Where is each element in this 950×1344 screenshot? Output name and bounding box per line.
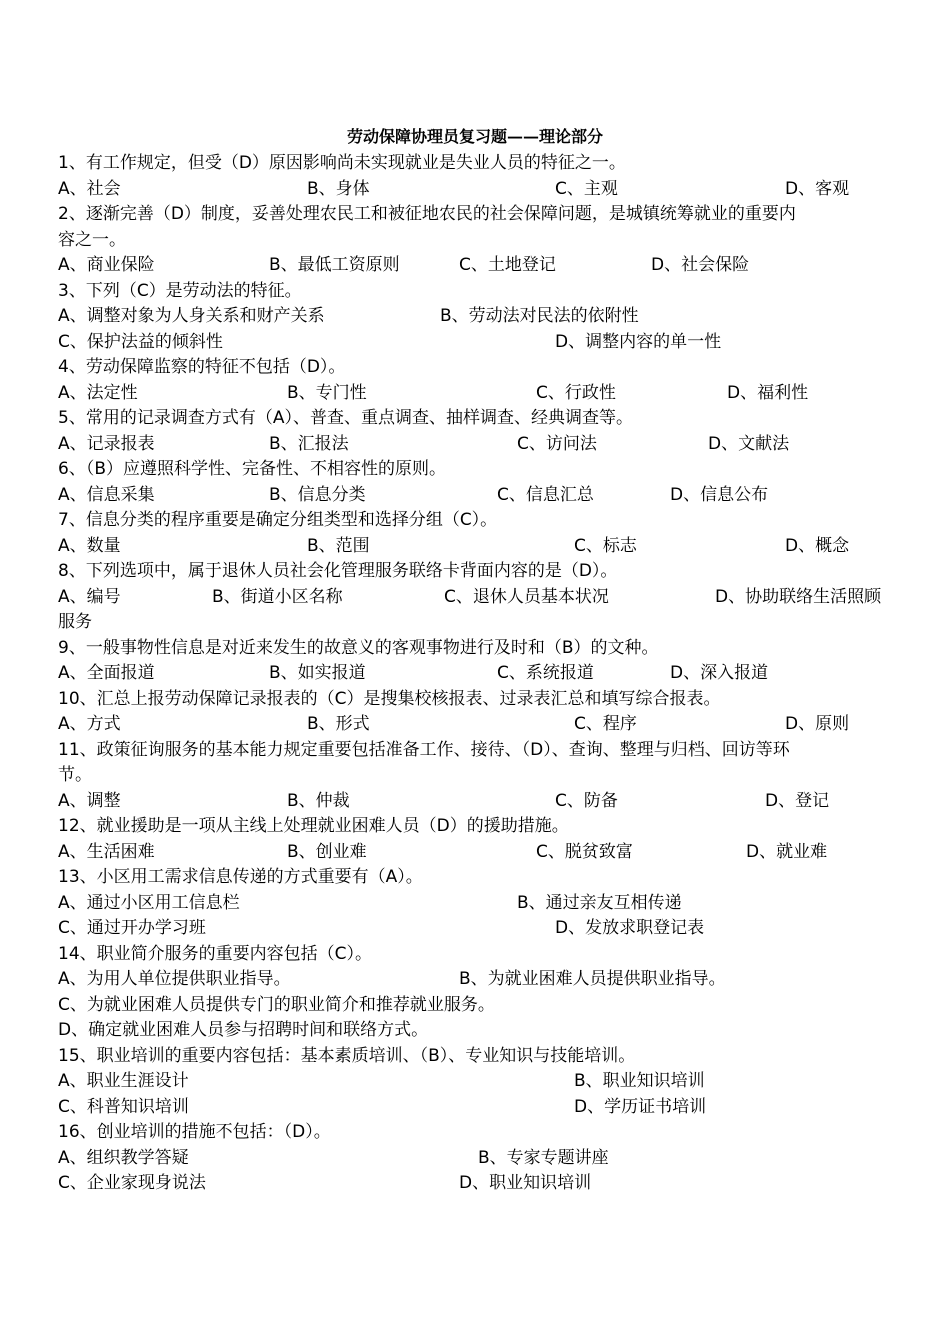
option-b: B、信息分类 (269, 485, 366, 505)
question-14-option-d: D、确定就业困难人员参与招聘时间和联络方式。 (58, 1020, 429, 1040)
option-a: A、数量 (58, 536, 121, 556)
option-c: C、退休人员基本状况 (444, 587, 609, 607)
option-d: D、福利性 (727, 383, 809, 403)
question-3: 3、下列（C）是劳动法的特征。 (58, 281, 302, 301)
option-b: B、身体 (307, 179, 370, 199)
option-b: B、汇报法 (269, 434, 349, 454)
question-10-options (58, 712, 908, 737)
option-b: B、最低工资原则 (269, 255, 400, 275)
option-c: C、土地登记 (459, 255, 556, 275)
question-11-options (58, 789, 908, 814)
option-c: C、通过开办学习班 (58, 918, 206, 938)
question-16-options-ab (58, 1146, 908, 1171)
option-d: D、客观 (785, 179, 850, 199)
question-13: 13、小区用工需求信息传递的方式重要有（A）。 (58, 867, 423, 887)
question-14-option-c: C、为就业困难人员提供专门的职业简介和推荐就业服务。 (58, 995, 495, 1015)
question-11: 11、政策征询服务的基本能力规定重要包括准备工作、接待、（D）、查询、整理与归档、回访等环 (58, 740, 790, 760)
question-6: 6、（B）应遵照科学性、完备性、不相容性的原则。 (58, 459, 446, 479)
option-b: B、通过亲友互相传递 (517, 893, 682, 913)
option-c: C、程序 (574, 714, 637, 734)
question-13-options-cd (58, 916, 908, 941)
option-d: D、文献法 (708, 434, 790, 454)
question-12: 12、就业援助是一项从主线上处理就业困难人员（D）的援助措施。 (58, 816, 569, 836)
question-7: 7、信息分类的程序重要是确定分组类型和选择分组（C）。 (58, 510, 498, 530)
question-8: 8、下列选项中，属于退休人员社会化管理服务联络卡背面内容的是（D）。 (58, 561, 618, 581)
question-8-options (58, 585, 908, 610)
option-b: B、仲裁 (287, 791, 350, 811)
question-10: 10、汇总上报劳动保障记录报表的（C）是搜集校核报表、过录表汇总和填写综合报表。 (58, 689, 721, 709)
option-c: C、脱贫致富 (536, 842, 633, 862)
option-c: C、系统报道 (497, 663, 594, 683)
question-13-options-ab (58, 891, 908, 916)
question-5-options (58, 432, 908, 457)
option-a: A、通过小区用工信息栏 (58, 893, 240, 913)
option-a: A、社会 (58, 179, 121, 199)
question-1-options (58, 177, 908, 202)
page-title: 劳动保障协理员复习题——理论部分 (346, 127, 603, 146)
question-4-options (58, 381, 908, 406)
question-9-options (58, 661, 908, 686)
option-d: D、信息公布 (670, 485, 769, 505)
option-a: A、记录报表 (58, 434, 155, 454)
option-a: A、职业生涯设计 (58, 1071, 189, 1091)
option-c: C、信息汇总 (497, 485, 594, 505)
question-8-cont: 服务 (58, 612, 92, 632)
option-a: A、全面报道 (58, 663, 155, 683)
option-d: D、发放求职登记表 (555, 918, 705, 938)
option-a: A、调整对象为人身关系和财产关系 (58, 306, 325, 326)
question-1: 1、有工作规定，但受（D）原因影响尚未实现就业是失业人员的特征之一。 (58, 153, 626, 173)
option-a: A、信息采集 (58, 485, 155, 505)
option-a: A、方式 (58, 714, 121, 734)
question-7-options (58, 534, 908, 559)
option-b: B、专家专题讲座 (478, 1148, 609, 1168)
option-d: D、登记 (765, 791, 830, 811)
option-d: D、社会保险 (651, 255, 750, 275)
option-d: D、深入报道 (670, 663, 769, 683)
option-d: D、概念 (785, 536, 850, 556)
option-b: B、劳动法对民法的依附性 (440, 306, 639, 326)
question-14-options-ab (58, 967, 908, 992)
question-12-options (58, 840, 908, 865)
question-11-cont: 节。 (58, 765, 92, 785)
option-b: B、创业难 (287, 842, 367, 862)
option-d: D、协助联络生活照顾 (715, 587, 882, 607)
option-d: D、职业知识培训 (459, 1173, 592, 1193)
question-3-options-ab (58, 304, 908, 329)
question-6-options (58, 483, 908, 508)
option-b: B、职业知识培训 (574, 1071, 705, 1091)
option-d: D、就业难 (746, 842, 828, 862)
option-a: A、生活困难 (58, 842, 155, 862)
option-d: D、调整内容的单一性 (555, 332, 722, 352)
question-2-options (58, 253, 908, 278)
option-d: D、学历证书培训 (574, 1097, 707, 1117)
option-a: A、编号 (58, 587, 121, 607)
option-b: B、街道小区名称 (212, 587, 343, 607)
option-c: C、标志 (574, 536, 637, 556)
option-b: B、专门性 (287, 383, 367, 403)
question-2: 2、逐渐完善（D）制度，妥善处理农民工和被征地农民的社会保障问题，是城镇统筹就业的重要内 (58, 204, 796, 224)
question-14: 14、职业简介服务的重要内容包括（C）。 (58, 944, 373, 964)
option-a: A、法定性 (58, 383, 138, 403)
question-9: 9、一般事物性信息是对近来发生的故意义的客观事物进行及时和（B）的文种。 (58, 638, 659, 658)
option-d: D、原则 (785, 714, 850, 734)
option-b: B、形式 (307, 714, 370, 734)
option-b: B、范围 (307, 536, 370, 556)
option-c: C、访问法 (517, 434, 597, 454)
option-c: C、企业家现身说法 (58, 1173, 206, 1193)
question-16: 16、创业培训的措施不包括：（D）。 (58, 1122, 331, 1142)
question-2-cont: 容之一。 (58, 230, 126, 250)
option-c: C、行政性 (536, 383, 616, 403)
question-15: 15、职业培训的重要内容包括：基本素质培训、（B）、专业知识与技能培训。 (58, 1046, 636, 1066)
question-16-options-cd (58, 1171, 908, 1196)
option-c: C、保护法益的倾斜性 (58, 332, 223, 352)
question-5: 5、常用的记录调查方式有（A）、普查、重点调查、抽样调查、经典调查等。 (58, 408, 633, 428)
option-b: B、如实报道 (269, 663, 366, 683)
option-a: A、调整 (58, 791, 121, 811)
option-a: A、组织教学答疑 (58, 1148, 189, 1168)
option-c: C、主观 (555, 179, 618, 199)
question-15-options-cd (58, 1095, 908, 1120)
option-b: B、为就业困难人员提供职业指导。 (459, 969, 726, 989)
question-3-options-cd (58, 330, 908, 355)
option-a: A、为用人单位提供职业指导。 (58, 969, 291, 989)
question-15-options-ab (58, 1069, 908, 1094)
question-4: 4、劳动保障监察的特征不包括（D）。 (58, 357, 346, 377)
option-c: C、科普知识培训 (58, 1097, 189, 1117)
option-c: C、防备 (555, 791, 618, 811)
option-a: A、商业保险 (58, 255, 155, 275)
